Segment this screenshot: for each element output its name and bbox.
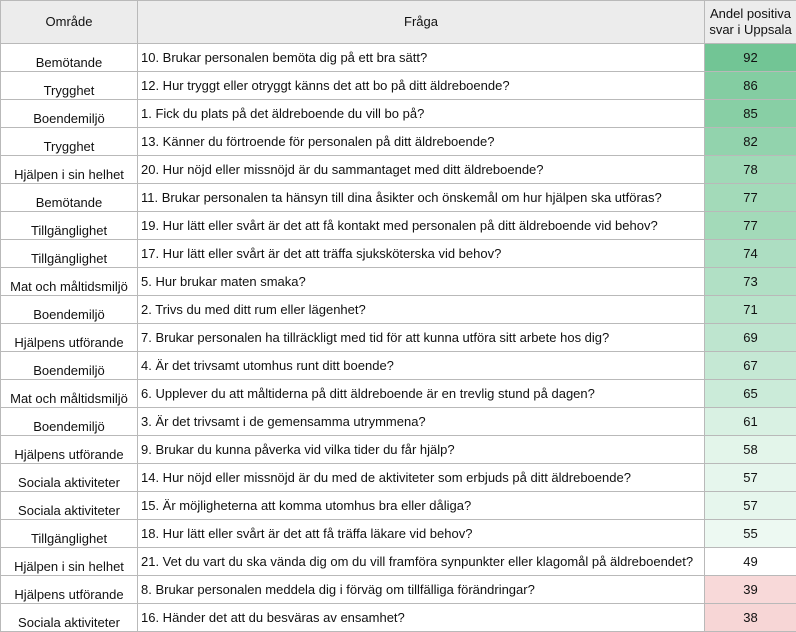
- question-cell: 4. Är det trivsamt utomhus runt ditt boende?: [138, 352, 705, 380]
- question-cell: 18. Hur lätt eller svårt är det att få träffa läkare vid behov?: [138, 520, 705, 548]
- table-row: [1, 240, 796, 268]
- table-row: [1, 576, 796, 604]
- area-cell: Bemötande: [1, 44, 138, 72]
- value-cell: 61: [705, 408, 796, 436]
- value-cell: 74: [705, 240, 796, 268]
- table-row: [1, 352, 796, 380]
- table-row: [1, 156, 796, 184]
- value-cell: 57: [705, 492, 796, 520]
- table-row: [1, 72, 796, 100]
- question-cell: 5. Hur brukar maten smaka?: [138, 268, 705, 296]
- question-cell: 3. Är det trivsamt i de gemensamma utrymmena?: [138, 408, 705, 436]
- area-cell: Boendemiljö: [1, 100, 138, 128]
- value-cell: 39: [705, 576, 796, 604]
- value-cell: 67: [705, 352, 796, 380]
- question-cell: 7. Brukar personalen ha tillräckligt med tid för att kunna utföra sitt arbete hos dig?: [138, 324, 705, 352]
- header-question: Fråga: [138, 1, 705, 44]
- table-row: [1, 212, 796, 240]
- table-row: [1, 128, 796, 156]
- value-cell: 78: [705, 156, 796, 184]
- area-cell: Tillgänglighet: [1, 520, 138, 548]
- question-cell: 20. Hur nöjd eller missnöjd är du sammantaget med ditt äldreboende?: [138, 156, 705, 184]
- question-cell: 6. Upplever du att måltiderna på ditt äldreboende är en trevlig stund på dagen?: [138, 380, 705, 408]
- question-cell: 1. Fick du plats på det äldreboende du vill bo på?: [138, 100, 705, 128]
- question-cell: 11. Brukar personalen ta hänsyn till dina åsikter och önskemål om hur hjälpen ska utföras?: [138, 184, 705, 212]
- area-cell: Mat och måltidsmiljö: [1, 268, 138, 296]
- value-cell: 82: [705, 128, 796, 156]
- table-row: [1, 44, 796, 72]
- area-cell: Sociala aktiviteter: [1, 464, 138, 492]
- table-row: [1, 408, 796, 436]
- header-row: [1, 1, 796, 44]
- area-cell: Hjälpen i sin helhet: [1, 156, 138, 184]
- header-share: [705, 1, 796, 44]
- area-cell: Hjälpen i sin helhet: [1, 548, 138, 576]
- value-cell: 73: [705, 268, 796, 296]
- value-cell: 92: [705, 44, 796, 72]
- table-row: [1, 492, 796, 520]
- value-cell: 57: [705, 464, 796, 492]
- table-row: [1, 100, 796, 128]
- table-row: [1, 380, 796, 408]
- value-cell: 71: [705, 296, 796, 324]
- question-cell: 10. Brukar personalen bemöta dig på ett bra sätt?: [138, 44, 705, 72]
- question-cell: 9. Brukar du kunna påverka vid vilka tider du får hjälp?: [138, 436, 705, 464]
- area-cell: Tillgänglighet: [1, 240, 138, 268]
- area-cell: Bemötande: [1, 184, 138, 212]
- value-cell: 49: [705, 548, 796, 576]
- question-cell: 15. Är möjligheterna att komma utomhus bra eller dåliga?: [138, 492, 705, 520]
- area-cell: Trygghet: [1, 72, 138, 100]
- table-row: [1, 184, 796, 212]
- area-cell: Boendemiljö: [1, 408, 138, 436]
- table-row: [1, 296, 796, 324]
- question-cell: 8. Brukar personalen meddela dig i förväg om tillfälliga förändringar?: [138, 576, 705, 604]
- table-row: [1, 436, 796, 464]
- value-cell: 86: [705, 72, 796, 100]
- table-row: [1, 464, 796, 492]
- value-cell: 38: [705, 604, 796, 632]
- question-cell: 21. Vet du vart du ska vända dig om du vill framföra synpunkter eller klagomål på äldreboendet?: [138, 548, 705, 576]
- value-cell: 55: [705, 520, 796, 548]
- value-cell: 85: [705, 100, 796, 128]
- header-share-line2: svar i Uppsala: [705, 22, 796, 38]
- area-cell: Sociala aktiviteter: [1, 492, 138, 520]
- header-share-line1: Andel positiva: [705, 6, 796, 22]
- area-cell: Hjälpens utförande: [1, 324, 138, 352]
- question-cell: 12. Hur tryggt eller otryggt känns det att bo på ditt äldreboende?: [138, 72, 705, 100]
- area-cell: Tillgänglighet: [1, 212, 138, 240]
- question-cell: 2. Trivs du med ditt rum eller lägenhet?: [138, 296, 705, 324]
- value-cell: 77: [705, 212, 796, 240]
- area-cell: Boendemiljö: [1, 296, 138, 324]
- area-cell: Hjälpens utförande: [1, 576, 138, 604]
- value-cell: 58: [705, 436, 796, 464]
- area-cell: Mat och måltidsmiljö: [1, 380, 138, 408]
- question-cell: 14. Hur nöjd eller missnöjd är du med de aktiviteter som erbjuds på ditt äldreboende?: [138, 464, 705, 492]
- area-cell: Sociala aktiviteter: [1, 604, 138, 632]
- area-cell: Hjälpens utförande: [1, 436, 138, 464]
- table-row: [1, 548, 796, 576]
- table-row: [1, 324, 796, 352]
- table-body: [1, 44, 796, 632]
- question-cell: 16. Händer det att du besväras av ensamhet?: [138, 604, 705, 632]
- table-row: [1, 268, 796, 296]
- header-area: Område: [1, 1, 138, 44]
- area-cell: Boendemiljö: [1, 352, 138, 380]
- value-cell: 65: [705, 380, 796, 408]
- table-row: [1, 604, 796, 632]
- question-cell: 13. Känner du förtroende för personalen på ditt äldreboende?: [138, 128, 705, 156]
- value-cell: 69: [705, 324, 796, 352]
- value-cell: 77: [705, 184, 796, 212]
- question-cell: 19. Hur lätt eller svårt är det att få kontakt med personalen på ditt äldreboende vid behov?: [138, 212, 705, 240]
- area-cell: Trygghet: [1, 128, 138, 156]
- question-cell: 17. Hur lätt eller svårt är det att träffa sjuksköterska vid behov?: [138, 240, 705, 268]
- table-row: [1, 520, 796, 548]
